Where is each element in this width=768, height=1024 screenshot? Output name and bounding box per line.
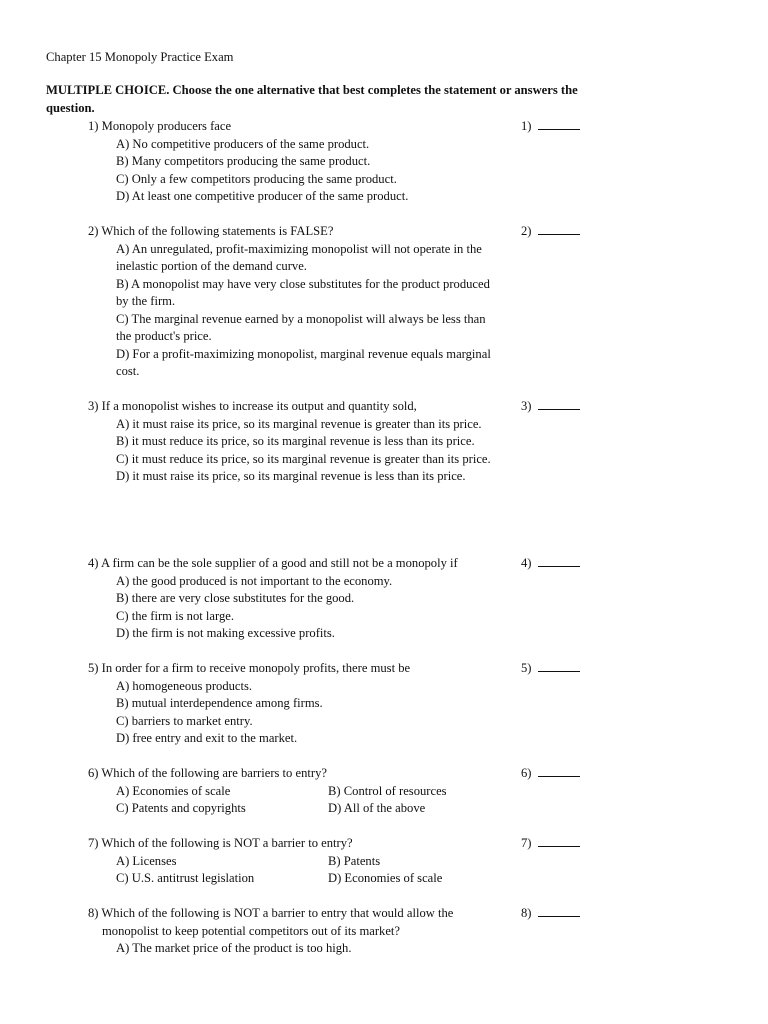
- option-a: A) Economies of scale: [116, 783, 231, 798]
- option-a: A) it must raise its price, so its marginal revenue is greater than its price.: [116, 416, 482, 431]
- answer-slot[interactable]: 5): [521, 660, 580, 678]
- question-stem: In order for a firm to receive monopoly profits, there must be: [101, 661, 411, 675]
- question-number: 2): [88, 224, 99, 238]
- document-title: Chapter 15 Monopoly Practice Exam: [46, 50, 234, 64]
- answer-blank[interactable]: [538, 765, 580, 777]
- answer-blank[interactable]: [538, 223, 580, 235]
- option-b: B) it must reduce its price, so its marginal revenue is less than its price.: [116, 434, 475, 448]
- option-a: A) homogeneous products.: [116, 678, 253, 693]
- question-number: 4): [88, 556, 99, 570]
- instructions: MULTIPLE CHOICE. Choose the one alternative that best completes the statement or answers the question.: [46, 83, 578, 115]
- option-a: A) the good produced is not important to the economy.: [116, 573, 393, 588]
- question-stem: Monopoly producers face: [101, 119, 232, 133]
- option-b: B) Control of resources: [328, 783, 447, 798]
- question-stem: Which of the following statements is FALSE?: [101, 224, 334, 238]
- option-b: B) Patents: [328, 853, 381, 868]
- option-b: B) A monopolist may have very close substitutes for the product produced by the firm.: [116, 276, 490, 308]
- question-number: 1): [88, 119, 99, 133]
- option-b: B) there are very close substitutes for the good.: [116, 591, 355, 605]
- option-d: D) For a profit-maximizing monopolist, marginal revenue equals marginal cost.: [116, 346, 491, 378]
- option-d: D) the firm is not making excessive profits.: [116, 626, 335, 640]
- question-1: [88, 118, 588, 206]
- question-4: [88, 555, 588, 643]
- option-d: D) Economies of scale: [328, 871, 443, 885]
- option-c: C) the firm is not large.: [116, 608, 234, 623]
- option-b: B) mutual interdependence among firms.: [116, 696, 323, 710]
- question-2: [88, 223, 588, 381]
- question-stem: Which of the following is NOT a barrier to entry that would allow the: [101, 906, 454, 920]
- option-c: C) barriers to market entry.: [116, 713, 253, 728]
- option-grid: [88, 853, 588, 888]
- option-d: D) At least one competitive producer of the same product.: [116, 189, 409, 203]
- option-c: C) it must reduce its price, so its marginal revenue is greater than its price.: [116, 451, 491, 466]
- option-b: B) Many competitors producing the same product.: [116, 154, 371, 168]
- answer-slot[interactable]: 1): [521, 118, 580, 136]
- answer-blank[interactable]: [538, 398, 580, 410]
- question-8: [88, 905, 588, 958]
- answer-blank[interactable]: [538, 835, 580, 847]
- question-stem-continued: monopolist to keep potential competitors out of its market?: [102, 923, 400, 938]
- option-c: C) Only a few competitors producing the same product.: [116, 171, 397, 186]
- option-a: A) No competitive producers of the same product.: [116, 136, 370, 151]
- question-stem: Which of the following are barriers to entry?: [101, 766, 327, 780]
- question-3: [88, 398, 588, 486]
- question-number: 6): [88, 766, 99, 780]
- question-6: [88, 765, 588, 818]
- answer-slot[interactable]: 2): [521, 223, 580, 241]
- question-7: [88, 835, 588, 888]
- answer-slot[interactable]: 6): [521, 765, 580, 783]
- question-stem: Which of the following is NOT a barrier to entry?: [101, 836, 353, 850]
- option-d: D) All of the above: [328, 801, 426, 815]
- option-c: C) Patents and copyrights: [116, 801, 246, 815]
- answer-blank[interactable]: [538, 555, 580, 567]
- answer-blank[interactable]: [538, 118, 580, 130]
- answer-slot[interactable]: 3): [521, 398, 580, 416]
- option-c: C) The marginal revenue earned by a monopolist will always be less than the product's price.: [116, 311, 486, 343]
- option-grid: [88, 783, 588, 818]
- option-a: A) The market price of the product is too high.: [116, 941, 352, 955]
- answer-blank[interactable]: [538, 905, 580, 917]
- question-stem: If a monopolist wishes to increase its output and quantity sold,: [101, 399, 417, 413]
- option-c: C) U.S. antitrust legislation: [116, 871, 255, 885]
- question-stem: A firm can be the sole supplier of a good and still not be a monopoly if: [100, 556, 458, 570]
- option-a: A) An unregulated, profit-maximizing monopolist will not operate in the inelastic portion of the demand curve.: [116, 241, 482, 273]
- answer-slot[interactable]: 8): [521, 905, 580, 923]
- option-d: D) it must raise its price, so its marginal revenue is less than its price.: [116, 469, 466, 483]
- answer-slot[interactable]: 7): [521, 835, 580, 853]
- option-d: D) free entry and exit to the market.: [116, 731, 298, 745]
- option-a: A) Licenses: [116, 853, 177, 868]
- question-number: 5): [88, 661, 99, 675]
- question-5: [88, 660, 588, 748]
- question-number: 7): [88, 836, 99, 850]
- question-number: 3): [88, 399, 99, 413]
- answer-slot[interactable]: 4): [521, 555, 580, 573]
- question-number: 8): [88, 906, 99, 920]
- answer-blank[interactable]: [538, 660, 580, 672]
